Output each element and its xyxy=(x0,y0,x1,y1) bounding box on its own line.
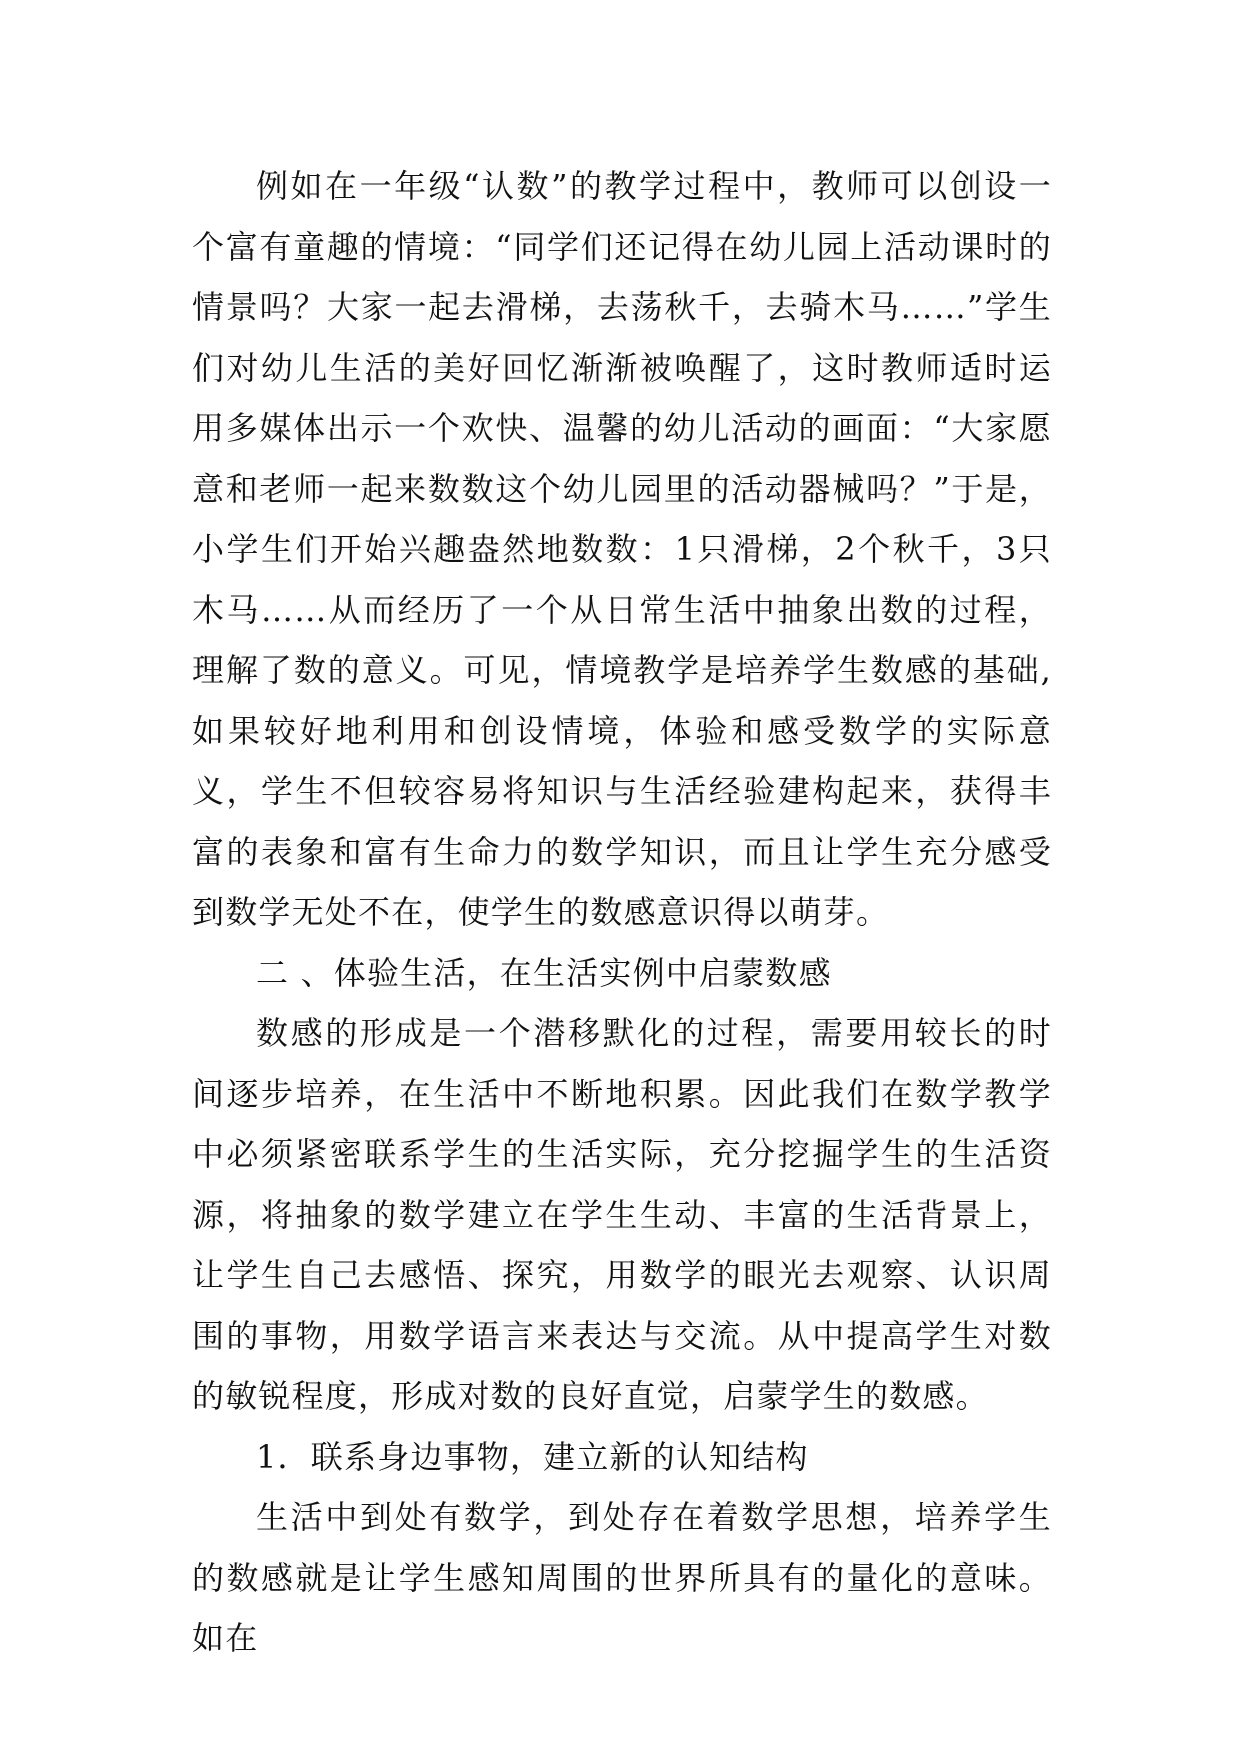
paragraph-math-in-life: 生活中到处有数学，到处存在着数学思想，培养学生的数感就是让学生感知周围的世界所具有的量化的意味。如在 xyxy=(192,1498,1052,1657)
section-heading-two: 二 、体验生活，在生活实例中启蒙数感 xyxy=(256,953,832,992)
document-body xyxy=(192,156,1052,1669)
subsection-heading-one: 1．联系身边事物，建立新的认知结构 xyxy=(256,1437,809,1476)
paragraph-number-sense-formation: 数感的形成是一个潜移默化的过程，需要用较长的时间逐步培养，在生活中不断地积累。因此我们在数学教学中必须紧密联系学生的生活实际，充分挖掘学生的生活资源，将抽象的数学建立在学生生动、丰富的生活背景上，让学生自己去感悟、探究，用数学的眼光去观察、认识周围的事物，用数学语言来表达与交流。从中提高学生对数的敏锐程度，形成对数的良好直觉，启蒙学生的数感。 xyxy=(192,1014,1052,1415)
paragraph-situational-teaching: 例如在一年级“认数”的教学过程中，教师可以创设一个富有童趣的情境：“同学们还记得在幼儿园上活动课时的情景吗？大家一起去滑梯，去荡秋千，去骑木马……”学生们对幼儿生活的美好回忆渐渐被唤醒了，这时教师适时运用多媒体出示一个欢快、温馨的幼儿活动的画面：“大家愿意和老师一起来数数这个幼儿园里的活动器械吗？”于是，小学生们开始兴趣盎然地数数：1只滑梯，2个秋千，3只木马……从而经历了一个从日常生活中抽象出数的过程，理解了数的意义。可见，情境教学是培养学生数感的基础,如果较好地利用和创设情境，体验和感受数学的实际意义，学生不但较容易将知识与生活经验建构起来，获得丰富的表象和富有生命力的数学知识，而且让学生充分感受到数学无处不在，使学生的数感意识得以萌芽。 xyxy=(192,167,1052,931)
